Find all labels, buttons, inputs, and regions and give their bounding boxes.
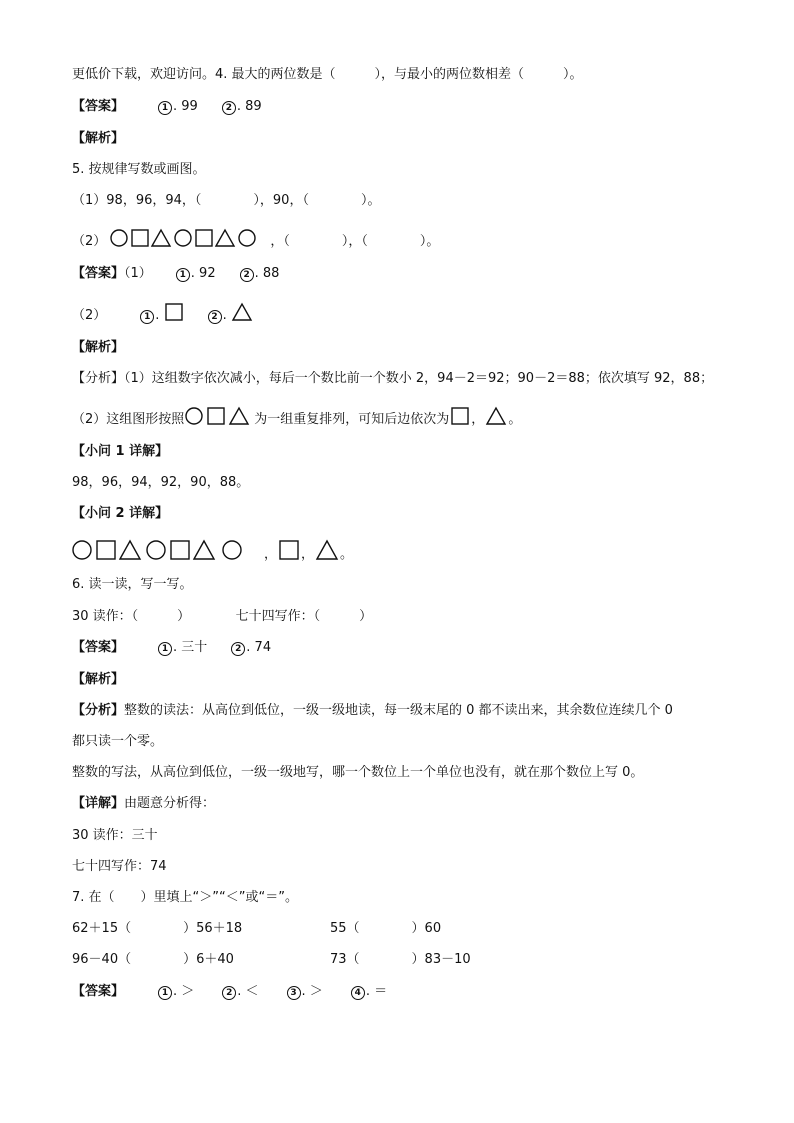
q5-answer2 [72, 302, 253, 324]
q4-text: 更低价下载，欢迎访问。4. 最大的两位数是（ ），与最小的两位数相差（ ）。 [72, 67, 583, 82]
circled-number: 4 [351, 986, 365, 1000]
circle-shape [147, 541, 165, 559]
circle-shape [175, 230, 191, 246]
answer-value: . 三十 [173, 640, 208, 655]
q6-detail1: 30 读作：三十 [72, 828, 158, 843]
analysis-label: 【解析】 [72, 340, 125, 355]
circle-shape [186, 408, 202, 424]
circled-number: 2 [240, 268, 254, 282]
answer-value: . [155, 308, 160, 323]
square-shape [132, 230, 148, 246]
q5-part2-suffix: ，（ ），（ ）。 [270, 234, 440, 249]
circled-number: 1 [158, 101, 172, 115]
square-shape [171, 541, 189, 559]
answer-label: 【答案】 [72, 99, 125, 114]
answer-value: . 74 [246, 640, 272, 655]
circled-number: 1 [158, 642, 172, 656]
answer-value: . ＝ [365, 984, 388, 999]
detail-tag: 【详解】 [72, 796, 125, 811]
analysis-text: 为一组重复排列，可知后边依次为 [254, 412, 450, 427]
q5-part1: （1）98，96，94，（ ），90，（ ）。 [72, 193, 381, 208]
q5-analysis1: 【分析】（1）这组数字依次减小，每后一个数比前一个数小 2，94－2＝92；90－2＝88；依次填写 92，88； [72, 371, 714, 386]
q5-analysis2 [72, 406, 521, 428]
shape-group [184, 406, 254, 426]
circle-shape [73, 541, 91, 559]
triangle-shape [216, 230, 234, 246]
analysis-tag: 【分析】 [72, 703, 125, 718]
triangle-shape [194, 541, 214, 559]
q6-answer [72, 640, 271, 656]
shape-sequence [110, 228, 270, 248]
answer-value: . 88 [254, 266, 280, 281]
answer-value: . ＞ [173, 984, 195, 999]
q6-title: 6. 读一读，写一写。 [72, 577, 193, 592]
sub1-answer: 98，96，94，92，90，88。 [72, 475, 250, 490]
triangle-shape [314, 539, 340, 561]
analysis-label: 【解析】 [72, 672, 125, 687]
answer-label: 【答案】 [72, 984, 125, 999]
answer-part: （2） [72, 308, 107, 323]
detail-text: 由题意分析得： [124, 796, 216, 811]
sub2-label: 【小问 2 详解】 [72, 506, 169, 521]
answer-value: . 89 [236, 99, 262, 114]
q6-detail2: 七十四写作：74 [72, 859, 167, 874]
circled-number: 2 [208, 310, 222, 324]
circle-shape [239, 230, 255, 246]
answer-value: . 92 [190, 266, 216, 281]
analysis-label: 【解析】 [72, 131, 125, 146]
answer-value: . ＜ [237, 984, 259, 999]
q6-analysis2: 整数的写法，从高位到低位，一级一级地写，哪一个数位上一个单位也没有，就在那个数位上写 0。 [72, 765, 644, 780]
q4-answer [72, 99, 262, 115]
q7-title: 7. 在（ ）里填上“＞”“＜”或“＝”。 [72, 890, 298, 905]
circled-number: 1 [158, 986, 172, 1000]
triangle-shape [120, 541, 140, 559]
separator: ， [301, 547, 315, 562]
q5-title: 5. 按规律写数或画图。 [72, 162, 206, 177]
triangle-shape [152, 230, 170, 246]
q7-row1a: 62＋15（ ）56＋18 [72, 921, 243, 936]
analysis-text: （2）这组图形按照 [72, 412, 185, 427]
answer-part: （1） [124, 266, 152, 281]
square-shape [277, 539, 301, 561]
sub2-answer [72, 539, 353, 563]
circle-shape [223, 541, 241, 559]
triangle-shape [231, 302, 253, 322]
circle-shape [111, 230, 127, 246]
analysis-text: 整数的读法：从高位到低位，一级一级地读，每一级末尾的 0 都不读出来，其余数位连续几个 0 [124, 703, 673, 718]
q7-row1b: 55（ ）60 [330, 921, 442, 936]
square-shape [208, 408, 224, 424]
square-shape [164, 302, 184, 322]
square-shape [196, 230, 212, 246]
period: 。 [508, 412, 522, 427]
q5-answer1 [72, 266, 279, 282]
answer-label: 【答案】 [72, 266, 125, 281]
answer-label: 【答案】 [72, 640, 125, 655]
q7-row2a: 96－40（ ）6＋40 [72, 952, 234, 967]
shape-sequence [72, 539, 264, 561]
square-shape [97, 541, 115, 559]
q6-analysis1 [72, 703, 673, 719]
separator: ， [471, 412, 485, 427]
q6-analysis1b: 都只读一个零。 [72, 734, 164, 749]
circled-number: 2 [222, 101, 236, 115]
circled-number: 1 [176, 268, 190, 282]
circled-number: 3 [287, 986, 301, 1000]
circled-number: 2 [222, 986, 236, 1000]
circled-number: 2 [231, 642, 245, 656]
q6-line: 30 读作：（ ） 七十四写作：（ ） [72, 609, 373, 624]
q7-answer [72, 984, 387, 1000]
square-shape [449, 406, 471, 426]
triangle-shape [484, 406, 508, 426]
q7-row2b: 73（ ）83－10 [330, 952, 471, 967]
answer-value: . 99 [173, 99, 198, 114]
circled-number: 1 [140, 310, 154, 324]
q5-part2 [72, 228, 439, 250]
sub1-label: 【小问 1 详解】 [72, 444, 169, 459]
period: 。 [340, 547, 354, 562]
q5-part2-prefix: （2） [72, 234, 107, 249]
triangle-shape [230, 408, 248, 424]
answer-value: . [222, 308, 227, 323]
q6-detail [72, 796, 215, 812]
separator: ， [264, 547, 278, 562]
answer-value: . ＞ [301, 984, 323, 999]
